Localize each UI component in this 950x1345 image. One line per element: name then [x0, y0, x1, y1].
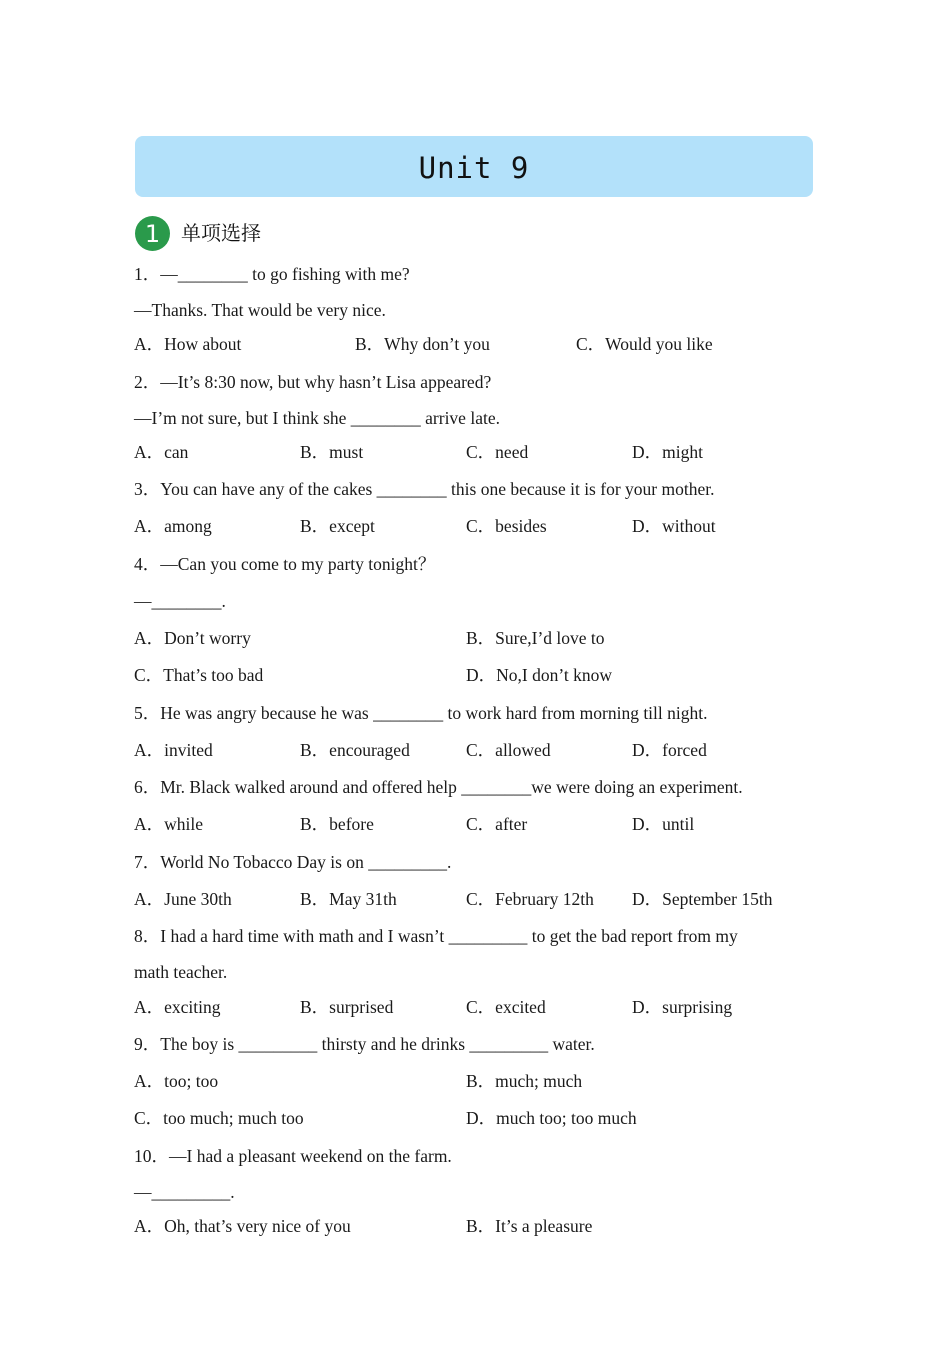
question-2-reply: —I’m not sure, but I think she ________ arrive late.: [134, 408, 500, 428]
question-10-option-b: B．It’s a pleasure: [466, 1216, 593, 1236]
question-7-option-a: A．June 30th: [134, 889, 232, 909]
question-8-option-d: D．surprising: [632, 997, 733, 1017]
question-6-option-c: C．after: [466, 814, 528, 834]
question-8-stem: 8．I had a hard time with math and I wasn’t _________ to get the bad report from my: [134, 926, 738, 946]
question-5-option-a: A．invited: [134, 740, 213, 760]
question-4-option-b: B．Sure,I’d love to: [466, 628, 605, 648]
question-4-reply: —________.: [134, 591, 226, 611]
question-5-option-d: D．forced: [632, 740, 707, 760]
question-1-reply: —Thanks. That would be very nice.: [134, 300, 386, 320]
question-1-option-b: B．Why don’t you: [355, 334, 490, 354]
question-10-option-a: A．Oh, that’s very nice of you: [134, 1216, 351, 1236]
question-4-stem: 4．—Can you come to my party tonight？: [134, 554, 436, 574]
question-4-option-a: A．Don’t worry: [134, 628, 251, 648]
question-6-stem: 6．Mr. Black walked around and offered help ________we were doing an experiment.: [134, 777, 743, 797]
section-title: 单项选择: [181, 221, 261, 245]
question-2-option-d: D．might: [632, 442, 703, 462]
question-1-stem: 1．—________ to go fishing with me?: [134, 264, 410, 284]
question-7-option-d: D．September 15th: [632, 889, 773, 909]
section-number-badge: 1: [135, 216, 170, 251]
unit-banner: [135, 136, 813, 197]
question-5-option-c: C．allowed: [466, 740, 551, 760]
question-4-option-d: D．No,I don’t know: [466, 665, 612, 685]
question-6-option-d: D．until: [632, 814, 695, 834]
question-9-option-a: A．too; too: [134, 1071, 219, 1091]
question-7-option-b: B．May 31th: [300, 889, 397, 909]
question-3-option-b: B．except: [300, 516, 375, 536]
question-2-option-a: A．can: [134, 442, 189, 462]
question-4-option-c: C．That’s too bad: [134, 665, 264, 685]
question-8-option-b: B．surprised: [300, 997, 394, 1017]
unit-title: Unit 9: [418, 150, 530, 185]
question-3-option-d: D．without: [632, 516, 716, 536]
question-3-option-c: C．besides: [466, 516, 547, 536]
question-2-option-c: C．need: [466, 442, 529, 462]
question-3-stem: 3．You can have any of the cakes ________ this one because it is for your mother.: [134, 479, 715, 499]
question-9-option-b: B．much; much: [466, 1071, 583, 1091]
question-2-option-b: B．must: [300, 442, 364, 462]
question-10-stem: 10．—I had a pleasant weekend on the farm.: [134, 1146, 452, 1166]
question-8-stem-continued: math teacher.: [134, 962, 228, 982]
question-8-option-a: A．exciting: [134, 997, 221, 1017]
question-3-option-a: A．among: [134, 516, 212, 536]
question-6-option-b: B．before: [300, 814, 374, 834]
question-1-option-a: A．How about: [134, 334, 242, 354]
question-9-option-c: C．too much; much too: [134, 1108, 304, 1128]
question-1-option-c: C．Would you like: [576, 334, 713, 354]
question-9-stem: 9．The boy is _________ thirsty and he drinks _________ water.: [134, 1034, 595, 1054]
question-7-option-c: C．February 12th: [466, 889, 594, 909]
question-5-option-b: B．encouraged: [300, 740, 410, 760]
question-2-stem: 2．—It’s 8:30 now, but why hasn’t Lisa appeared?: [134, 372, 492, 392]
question-6-option-a: A．while: [134, 814, 204, 834]
question-5-stem: 5．He was angry because he was ________ to work hard from morning till night.: [134, 703, 708, 723]
question-7-stem: 7．World No Tobacco Day is on _________.: [134, 852, 452, 872]
question-9-option-d: D．much too; too much: [466, 1108, 637, 1128]
question-10-reply: —_________.: [134, 1182, 235, 1202]
question-8-option-c: C．excited: [466, 997, 546, 1017]
